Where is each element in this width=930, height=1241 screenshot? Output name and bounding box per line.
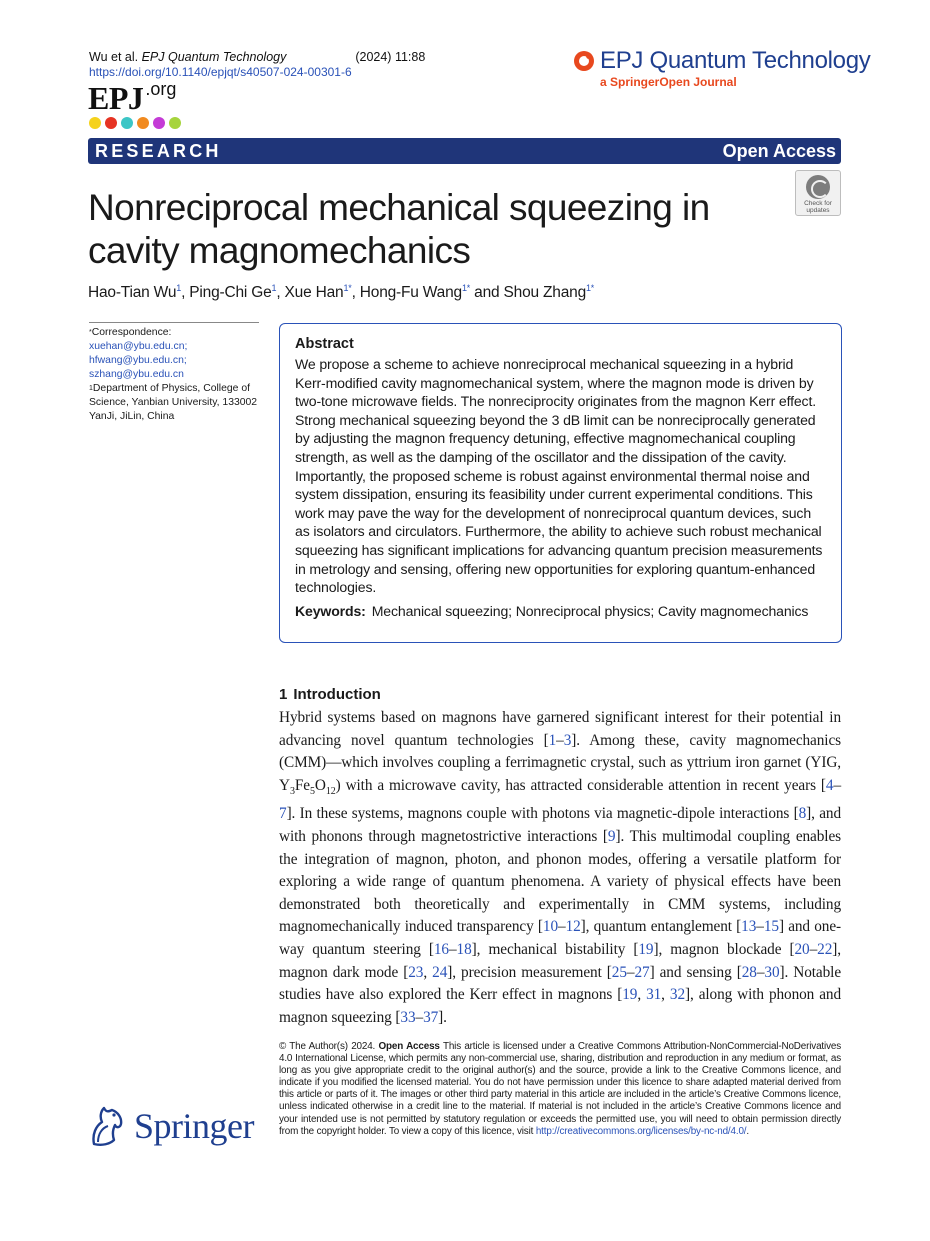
- journal-name: EPJ Quantum Technology: [600, 47, 871, 74]
- reference-link[interactable]: 27: [634, 963, 650, 981]
- citation-volume: 11:88: [394, 50, 426, 64]
- check-updates-icon: [806, 175, 830, 199]
- epj-logo-suffix: .org: [145, 79, 177, 99]
- reference-link[interactable]: 16: [433, 940, 449, 958]
- section-label: RESEARCH: [95, 141, 222, 161]
- email-link-xuehan[interactable]: xuehan@ybu.edu.cn;: [89, 341, 188, 352]
- author-name: Xue Han: [284, 284, 344, 301]
- correspondence-heading: *Correspondence:: [89, 327, 172, 338]
- reference-link[interactable]: 18: [456, 940, 472, 958]
- reference-link[interactable]: 1: [548, 731, 557, 749]
- reference-link[interactable]: 15: [763, 918, 779, 936]
- reference-link[interactable]: 19: [638, 940, 654, 958]
- email-link-hfwang[interactable]: hfwang@ybu.edu.cn;: [89, 355, 187, 366]
- author-list: Hao-Tian Wu$^1$, Ping-Chi Ge$^1$, Xue Han$^{1*}$, Hong-Fu Wang$^{1*}$ and Shou Zhang$^{1*}$: [88, 283, 595, 301]
- epj-journal-logo-icon: [574, 51, 594, 71]
- reference-link[interactable]: 8: [798, 805, 807, 823]
- author-name: Shou Zhang: [503, 284, 586, 301]
- author-name: Ping-Chi Ge: [189, 284, 272, 301]
- reference-link[interactable]: 24: [432, 963, 448, 981]
- epj-dot-5: [153, 117, 165, 129]
- reference-link[interactable]: 13: [741, 918, 757, 936]
- reference-link[interactable]: 28: [741, 963, 757, 981]
- reference-link[interactable]: 12: [565, 918, 581, 936]
- reference-link[interactable]: 30: [764, 963, 780, 981]
- author-affiliation-mark: 1: [176, 283, 182, 293]
- introduction-paragraph: Hybrid systems based on magnons have garnered significant interest for their potential in advancing novel quantum technologies [1–3]. Among these, cavity magnomechanics (CMM)—which involves coupling a ferrimagnetic crystal, such as yttrium iron garnet (YIG, $Y_3Fe_5O_{12}$) with a microwave cavity, has attracted considerable attention in recent years [4–7]. In these systems, magnons couple with photons via magnetic-dipole interactions [8], and with phonons through magnetostrictive interactions [9]. This multimodal coupling enables the integration of magnon, photon, and phonon modes, offering a versatile platform for exploring a wide range of quantum phenomena. A variety of physical effects have been demonstrated both theoretically and experimentally in CMM systems, including magnomechanically induced transparency [10–12], quantum entanglement [13–15] and one-way quantum steering [16–18], mechanical bistability [19], magnon blockade [20–22], magnon dark mode [23, 24], precision measurement [25–27] and sensing [28–30]. Notable studies have also explored the Kerr effect in magnons [19, 31, 32], along with phonon and magnon squeezing [33–37].: [279, 709, 842, 1026]
- reference-link[interactable]: 4: [825, 776, 834, 794]
- reference-link[interactable]: 3: [563, 731, 572, 749]
- reference-link[interactable]: 19: [622, 986, 638, 1004]
- epj-dot-2: [105, 117, 117, 129]
- reference-link[interactable]: 7: [279, 805, 287, 823]
- author-name: Hong-Fu Wang: [359, 284, 462, 301]
- reference-link[interactable]: 22: [817, 940, 833, 958]
- citation-authors: Wu et al.: [89, 50, 139, 64]
- subscript: 12: [325, 785, 336, 797]
- abstract-heading: Abstract: [295, 336, 354, 352]
- citation-line: [89, 50, 425, 65]
- email-link-szhang[interactable]: szhang@ybu.edu.cn: [89, 369, 184, 380]
- keywords: [295, 603, 827, 619]
- journal-subtitle: a SpringerOpen Journal: [600, 75, 737, 89]
- epj-dot-4: [137, 117, 149, 129]
- reference-link[interactable]: 23: [408, 963, 424, 981]
- abstract-box: [279, 323, 842, 643]
- reference-link[interactable]: 9: [607, 828, 616, 846]
- license-text: © The Author(s) 2024. Open Access This article is licensed under a Creative Commons Attribution-NonCommercial-NoDerivatives 4.0 International License, which permits any non-commercial use, sharing, distribution and reproduction in any medium or format, as long as you give appropriate credit to the original author(s) and the source, provide a link to the Creative Commons licence, and indicate if you modified the licensed material. You do not have permission under this licence to share adapted material derived from this article or parts of it. The images or other third party material in this article are included in the article’s Creative Commons licence, unless indicated otherwise in a credit line to the material. If material is not included in the article’s Creative Commons licence and your intended use is not permitted by statutory regulation or exceeds the permitted use, you will need to obtain permission directly from the copyright holder. To view a copy of this licence, visit http://creativecommons.org/licenses/by-nc-nd/4.0/.: [279, 1041, 841, 1137]
- springer-logo: [88, 1104, 254, 1148]
- reference-link[interactable]: 25: [611, 963, 627, 981]
- reference-link[interactable]: 33: [400, 1008, 416, 1026]
- keywords-label: Keywords:: [295, 602, 366, 619]
- author-affiliation-mark: 1: [271, 283, 277, 293]
- section-heading-introduction: 1 Introduction: [279, 686, 381, 703]
- springer-wordmark: Springer: [134, 1106, 254, 1146]
- reference-link[interactable]: 32: [669, 986, 685, 1004]
- reference-link[interactable]: 31: [646, 986, 662, 1004]
- reference-link[interactable]: 10: [542, 918, 558, 936]
- epj-dot-1: [89, 117, 101, 129]
- reference-link[interactable]: 20: [794, 940, 810, 958]
- citation-journal: EPJ Quantum Technology: [141, 50, 287, 64]
- check-updates-label: Check for updates: [804, 200, 832, 214]
- author-affiliation-mark: 1*: [343, 283, 352, 293]
- author-name: Hao-Tian Wu: [88, 284, 177, 301]
- epj-logo-text: EPJ: [88, 80, 144, 116]
- subscript: 5: [309, 785, 315, 797]
- keywords-list: Mechanical squeezing; Nonreciprocal physics; Cavity magnomechanics: [371, 602, 809, 619]
- author-affiliation-mark: 1*: [461, 283, 471, 293]
- journal-brand: [574, 48, 870, 89]
- epj-dot-3: [121, 117, 133, 129]
- citation-year: (2024): [355, 50, 392, 64]
- license-link[interactable]: http://creativecommons.org/licenses/by-nc-nd/4.0/: [535, 1125, 747, 1137]
- article-title: Nonreciprocal mechanical squeezing in cavity magnomechanics: [88, 187, 710, 271]
- doi-link[interactable]: https://doi.org/10.1140/epjqt/s40507-024-00301-6: [89, 65, 352, 79]
- epj-logo: [88, 80, 176, 121]
- epj-dot-6: [169, 117, 181, 129]
- abstract-text: We propose a scheme to achieve nonreciprocal mechanical squeezing in a hybrid Kerr-modified cavity magnomechanical system, where the magnon mode is driven by two-tone microwave fields. The nonreciprocity originates from the magnon Kerr effect. Strong mechanical squeezing beyond the 3 dB limit can be nonreciprocally generated by adjusting the magnon frequency detuning, effective magnomechanical coupling strength, as well as the damping of the oscillator and the dissipation of the cavity. Importantly, the proposed scheme is robust against environmental thermal noise and system dissipation, ensuring its feasibility under current experimental conditions. This work may pave the way for the development of nonreciprocal quantum devices, such as isolators and circulators. Furthermore, the ability to achieve such robust mechanical squeezing has significant implications for advancing quantum precision measurements in metrology and sensing, offering new opportunities for exploring quantum-enhanced technologies.: [295, 356, 823, 596]
- check-for-updates-button[interactable]: [795, 170, 841, 216]
- subscript: 3: [289, 785, 295, 797]
- springer-horse-icon: [88, 1104, 126, 1148]
- affiliation: $^1$Department of Physics, College of Science, Yanbian University, 133002 YanJi, JiLin, China: [89, 383, 258, 422]
- author-affiliation-mark: 1*: [586, 283, 595, 293]
- open-access-label: Open Access: [722, 141, 836, 161]
- correspondence-box: [89, 322, 259, 424]
- epj-color-dots: [89, 117, 181, 129]
- reference-link[interactable]: 37: [423, 1008, 439, 1026]
